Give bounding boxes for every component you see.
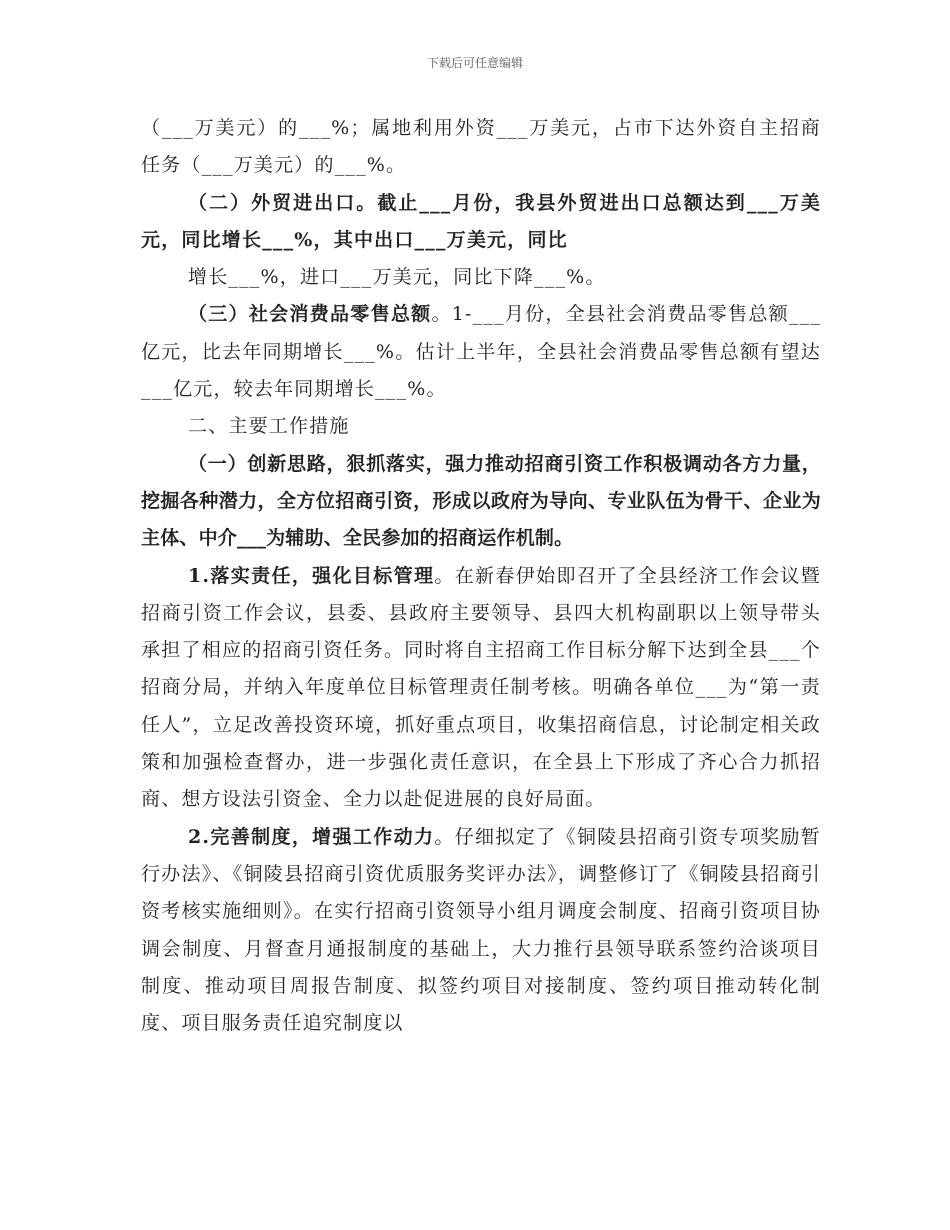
paragraph — [141, 819, 821, 1043]
paragraph-text: 。仔细拟定了《铜陵县招商引资专项奖励暂行办法》、《铜陵县招商引资优质服务奖评办法》，调整修订了《铜陵县招商引资考核实施细则》。在实行招商引资领导小组月调度会制度、招商引资项目协调会制度、月督查月通报制度的基础上，大力推行县领导联系签约洽谈项目制度、推动项目周报告制度、拟签约项目对接制度、签约项目推动转化制度、项目服务责任追究制度以 — [141, 825, 821, 1035]
section-heading-innovation: （一）创新思路，狠抓落实，强力推动招商引资工作积极调动各方力量，挖掘各种潜力，全方位招商引资，形成以政府为导向、专业队伍为骨干、企业为主体、中介___为辅助、全民参加的招商运作机制。 — [141, 452, 821, 550]
paragraph-text: 。在新春伊始即召开了全县经济工作会议暨招商引资工作会议，县委、县政府主要领导、县四大机构副职以上领导带头承担了相应的招商引资任务。同时将自主招商工作目标分解下达到全县___个招商分局，并纳入年度单位目标管理责任制考核。明确各单位___为“第一责任人”，立足改善投资环境，抓好重点项目，收集招商信息，讨论制定相关政策和加强检查督办，进一步强化责任意识，在全县上下形成了齐心合力抓招商、想方设法引资金、全力以赴促进展的良好局面。 — [141, 564, 821, 811]
subheading-system: 2.完善制度，增强工作动力 — [188, 825, 435, 848]
section-heading-foreign-trade: （二）外贸进出口。截止___月份，我县外贸进出口总额达到___万美元，同比增长___%，其中出口___万美元，同比 — [141, 191, 821, 251]
document-body — [141, 110, 821, 1042]
paragraph: （___万美元）的___%；属地利用外资___万美元，占市下达外资自主招商任务（___万美元）的___%。 — [141, 117, 821, 177]
paragraph: 增长___%，进口___万美元，同比下降___%。 — [188, 266, 606, 289]
subheading-responsibility: 1.落实责任，强化目标管理 — [188, 564, 435, 587]
paragraph — [141, 558, 821, 819]
section-heading-retail: （三）社会消费品零售总额 — [188, 303, 432, 326]
page-header: 下载后可任意编辑 — [426, 56, 523, 70]
section-heading-measures: 二、主要工作措施 — [188, 415, 350, 438]
paragraph-text: 。1-___月份，全县社会消费品零售总额___亿元，比去年同期增长___%。估计上半年，全县社会消费品零售总额有望达___亿元，较去年同期增长___%。 — [141, 303, 821, 401]
paragraph — [141, 296, 821, 408]
